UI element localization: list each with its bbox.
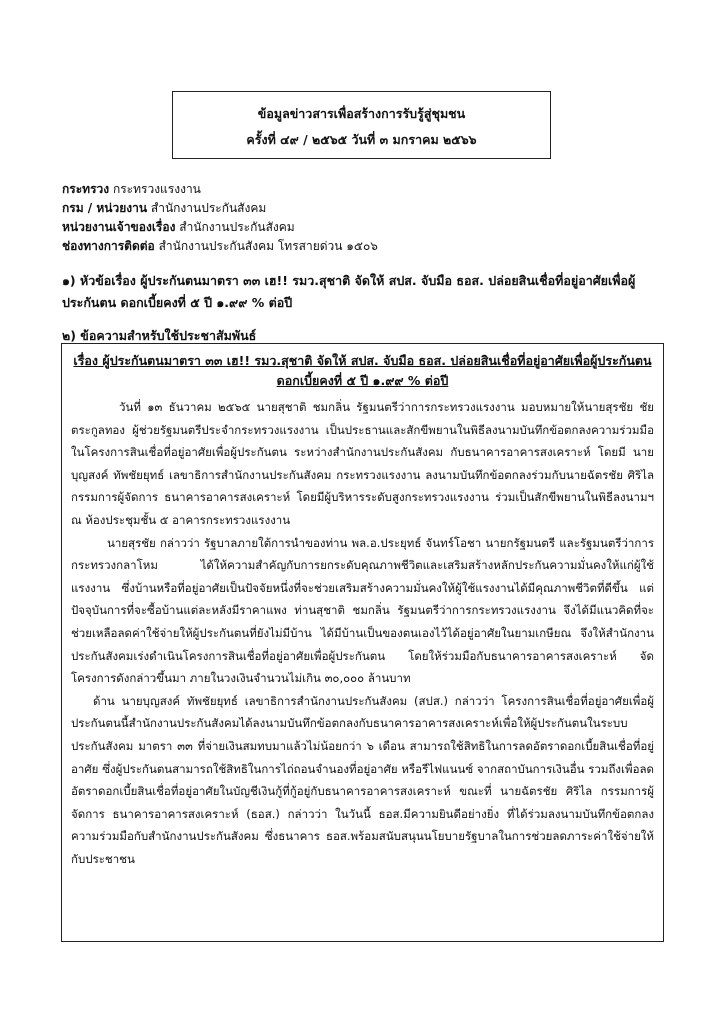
section1-heading: ๑) หัวข้อเรื่อง ผู้ประกันตนมาตรา ๓๓ เฮ!! รมว.สุชาติ จัดให้ สปส. จับมือ ธอส. ปล่อยสินเชื่อที่อยู่อาศัยเพื่อผู้ประกันตน ดอกเบี้ยคงที่ ๕ ปี ๑.๙๙ % ต่อปี [62, 273, 636, 310]
article-paragraph-1: วันที่ ๑๓ ธันวาคม ๒๕๖๕ นายสุชาติ ชมกลิ่น รัฐมนตรีว่าการกระทรวงแรงงาน มอบหมายให้นายสุรชัย ชัยตระกูลทอง ผู้ช่วยรัฐมนตรีประจำกระทรวงแรงงาน เป็นประธานและสักขีพยานในพิธีลงนามบันทึกข้อตกลงความร่วมมือในโครงการสินเชื่อที่อยู่อาศัยเพื่อผู้ประกันตน ระหว่างสำนักงานประกันสังคม กับธนาคารอาคารสงเคราะห์ โดยมี นายบุญสงค์ ทัพชัยยุทธ์ เลขาธิการสำนักงานประกันสังคม กระทรวงแรงงาน ลงนามบันทึกข้อตกลงร่วมกับนายฉัตรชัย ศิริไล กรรมการผู้จัดการ ธนาคารอาคารสงเคราะห์ โดยมีผู้บริหารระดับสูงกระทรวงแรงงาน ร่วมเป็นสักขีพยานในพิธีลงนามฯ ณ ห้องประชุมชั้น ๕ อาคารกระทรวงแรงงาน [71, 400, 654, 527]
meta-department-label: กรม / หน่วยงาน [62, 201, 148, 215]
header-title: ข้อมูลข่าวสารเพื่อสร้างการรับรู้สู่ชุมชน [257, 106, 466, 121]
article-title: เรื่อง ผู้ประกันตนมาตรา ๓๓ เฮ!! รมว.สุชาติ จัดให้ สปส. จับมือ ธอส. ปล่อยสินเชื่อที่อยู่อาศัยเพื่อผู้ประกันตน ดอกเบี้ยคงที่ ๕ ปี ๑.๙๙ % ต่อปี [73, 353, 652, 388]
header-box [172, 91, 551, 159]
meta-contact [62, 237, 682, 256]
meta-ministry-label: กระทรวง [62, 182, 110, 196]
article-paragraph-3: ด้าน นายบุญสงค์ ทัพชัยยุทธ์ เลขาธิการสำนักงานประกันสังคม (สปส.) กล่าวว่า โครงการสินเชื่อที่อยู่อาศัยเพื่อผู้ประกันตนนี้สำนักงานประกันสังคมได้ลงนามบันทึกข้อตกลงกับธนาคารอาคารสงเคราะห์เพื่อให้ผู้ประกันตนในระบบประกันสังคม มาตรา ๓๓ ที่จ่ายเงินสมทบมาแล้วไม่น้อยกว่า ๖ เดือน สามารถใช้สิทธิในการลดอัตราดอกเบี้ยสินเชื่อที่อยู่อาศัย ซึ่งผู้ประกันตนสามารถใช้สิทธิในการไถ่ถอนจำนองที่อยู่อาศัย หรือรีไฟแนนซ์ จากสถาบันการเงินอื่น รวมถึงเพื่อลดอัตราดอกเบี้ยสินเชื่อที่อยู่อาศัยในบัญชีเงินกู้ที่กู้อยู่กับธนาคารอาคารสงเคราะห์ ขณะที่ นายฉัตรชัย ศิริไล กรรมการผู้จัดการ ธนาคารอาคารสงเคราะห์ (ธอส.) กล่าวว่า ในวันนี้ ธอส.มีความยินดีอย่างยิ่ง ที่ได้ร่วมลงนามบันทึกข้อตกลงความร่วมมือกับสำนักงานประกันสังคม ซึ่งธนาคาร ธอส.พร้อมสนับสนุนนโยบายรัฐบาลในการช่วยลดภาระค่าใช้จ่ายให้กับประชาชน [71, 693, 654, 866]
header-issue-date: ครั้งที่ ๔๙ / ๒๕๖๕ วันที่ ๓ มกราคม ๒๕๖๖ [246, 132, 477, 147]
article-box [61, 343, 664, 942]
article-paragraph-2: นายสุรชัย กล่าวว่า รัฐบาลภายใต้การนำของท่าน พล.อ.ประยุทธ์ จันทร์โอชา นายกรัฐมนตรี และรัฐมนตรีว่าการกระทรวงกลาโหม ได้ให้ความสำคัญกับการยกระดับคุณภาพชีวิตและเสริมสร้างหลักประกันความมั่นคงให้แก่ผู้ใช้แรงงาน ซึ่งบ้านหรือที่อยู่อาศัยเป็นปัจจัยหนึ่งที่จะช่วยเสริมสร้างความมั่นคงให้ผู้ใช้แรงงานได้มีคุณภาพชีวิตที่ดีขึ้น แต่ปัจจุบันการที่จะซื้อบ้านแต่ละหลังมีราคาแพง ท่านสุชาติ ชมกลิ่น รัฐมนตรีว่าการกระทรวงแรงงาน จึงได้มีแนวคิดที่จะช่วยเหลือลดค่าใช้จ่ายให้ผู้ประกันตนที่ยังไม่มีบ้าน ได้มีบ้านเป็นของตนเองไว้ได้อยู่อาศัยในยามเกษียณ จึงให้สำนักงานประกันสังคมเร่งดำเนินโครงการสินเชื่อที่อยู่อาศัยเพื่อผู้ประกันตน โดยให้ร่วมมือกับธนาคารอาคารสงเคราะห์ จัดโครงการดังกล่าวขึ้นมา ภายในวงเงินจำนวนไม่เกิน ๓๐,๐๐๐ ล้านบาท [71, 535, 654, 686]
meta-contact-value: สำนักงานประกันสังคม โทรสายด่วน ๑๕๐๖ [158, 239, 378, 253]
meta-ministry-value: กระทรวงแรงงาน [112, 182, 201, 196]
meta-block [62, 180, 682, 256]
meta-department [62, 199, 682, 218]
meta-contact-label: ช่องทางการติดต่อ [62, 239, 155, 253]
meta-ministry [62, 180, 682, 199]
meta-department-value: สำนักงานประกันสังคม [150, 201, 267, 215]
meta-owner-value: สำนักงานประกันสังคม [179, 220, 295, 234]
section2-heading: ๒) ข้อความสำหรับใช้ประชาสัมพันธ์ [62, 328, 257, 343]
meta-owner [62, 218, 682, 237]
meta-owner-label: หน่วยงานเจ้าของเรื่อง [62, 220, 176, 234]
